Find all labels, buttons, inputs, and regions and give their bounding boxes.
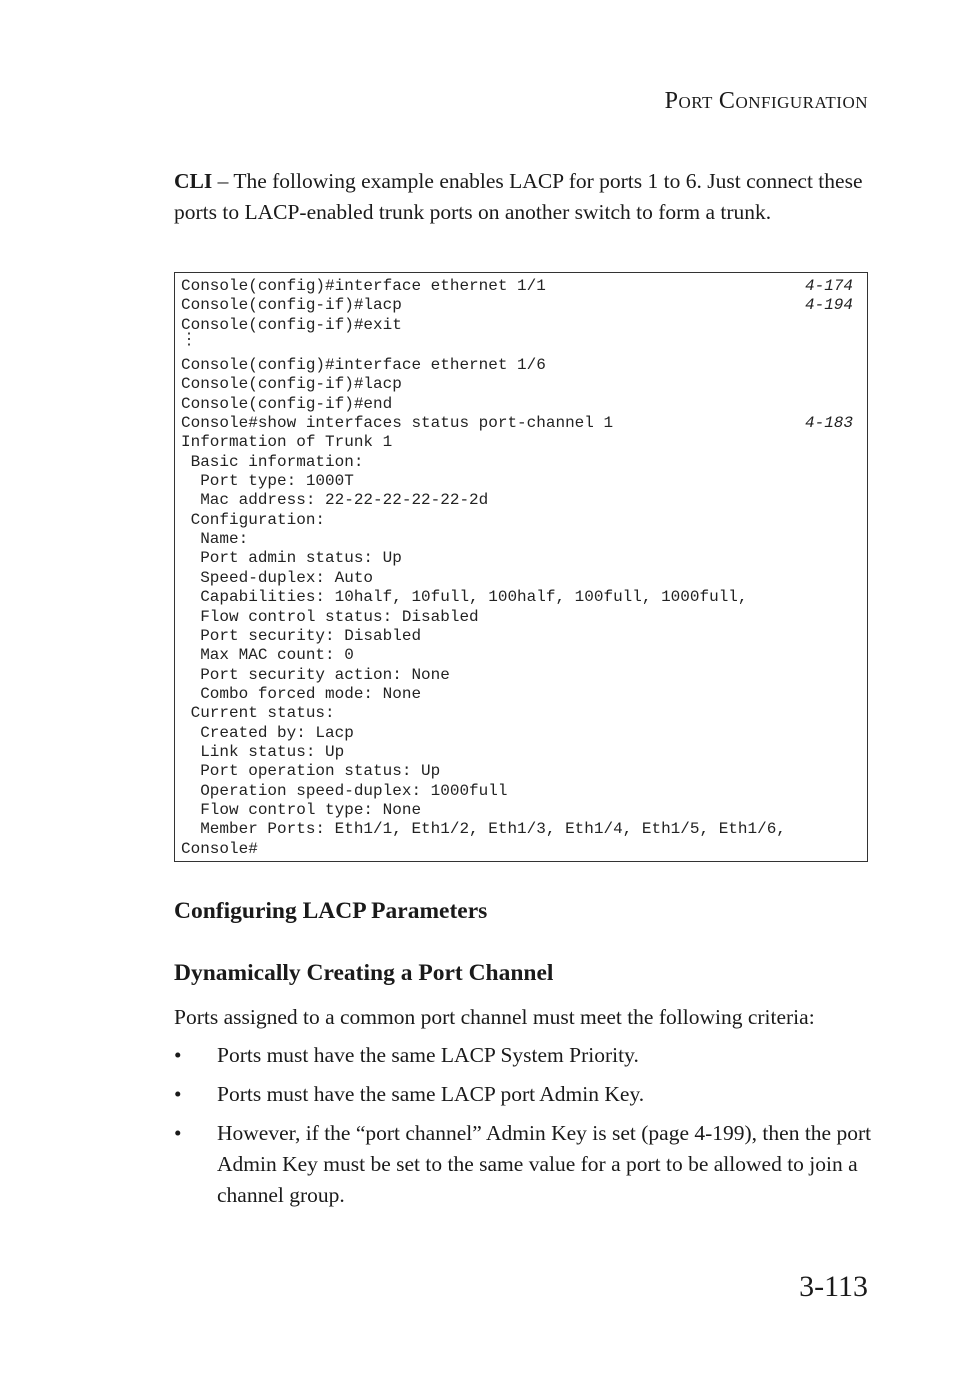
code-text: Combo forced mode: None [181,684,422,703]
code-line [181,608,853,627]
code-text: Operation speed-duplex: 1000full [181,781,508,800]
code-line [181,472,853,491]
list-item-text: However, if the “port channel” Admin Key is set (page 4-199), then the port Admin Key must be set to the same value for a port to be allowed to join a channel group. [217,1121,872,1207]
code-text: Port type: 1000T [181,472,354,491]
code-text: Console(config)#interface ethernet 1/6 [181,356,546,375]
header-p-cap: P [664,88,679,114]
code-text: Created by: Lacp [181,723,354,742]
code-line [181,296,853,315]
code-text: Console(config)#interface ethernet 1/1 [181,277,546,295]
code-line [181,820,853,839]
code-text: Max MAC count: 0 [181,646,354,665]
code-text: Link status: Up [181,742,345,761]
code-line [181,356,853,375]
code-text: Member Ports: Eth1/1, Eth1/2, Eth1/3, Eth1/4, Eth1/5, Eth1/6, [181,820,786,839]
code-line [181,685,853,704]
section-heading-port-channel: Dynamically Creating a Port Channel [174,960,554,986]
code-line [181,704,853,723]
code-line [181,588,853,607]
code-line [181,762,853,781]
code-text: Flow control type: None [181,800,422,819]
bullet-icon: • [174,1121,182,1145]
code-text: Port operation status: Up [181,762,441,781]
page-reference: 4-174 [804,277,853,295]
list-item [174,1079,874,1110]
code-line [181,433,853,452]
code-line [181,453,853,472]
code-line [181,666,853,685]
code-text: Current status: [181,704,335,723]
code-text: Console(config-if)#lacp [181,296,402,315]
code-line [181,801,853,820]
section-heading-lacp-parameters: Configuring LACP Parameters [174,898,488,924]
code-line [181,840,853,859]
intro-text: – The following example enables LACP for ports 1 to 6. Just connect these ports to LACP-enabled trunk ports on another switch to form a trunk. [174,169,863,224]
header-c-cap: C [718,88,736,114]
code-text: Flow control status: Disabled [181,607,479,626]
code-line [181,549,853,568]
code-text: Port security action: None [181,665,450,684]
code-text: Speed-duplex: Auto [181,568,374,587]
code-line [181,743,853,762]
code-line [181,782,853,801]
page-reference: 4-183 [804,414,853,433]
running-header [665,88,868,115]
code-line [181,511,853,530]
page-number: 3-113 [799,1270,868,1303]
code-line [181,724,853,743]
criteria-list [174,1040,874,1219]
code-text: ⋮ [181,331,197,350]
bullet-icon: • [174,1082,182,1106]
code-line [181,646,853,665]
list-item-text: Ports must have the same LACP port Admin Key. [217,1082,645,1106]
code-line [181,530,853,549]
intro-paragraph [174,166,874,228]
code-text: Name: [181,530,249,549]
code-text: Console#show interfaces status port-channel 1 [181,414,614,433]
code-text: Information of Trunk 1 [181,433,393,452]
code-line [181,627,853,646]
code-line [181,316,853,335]
code-text: Console# [181,839,258,858]
code-text: Console(config-if)#end [181,394,393,413]
bullet-icon: • [174,1043,182,1067]
code-text: Port admin status: Up [181,549,402,568]
code-text: Configuration: [181,510,326,529]
list-item [174,1040,874,1071]
code-line [181,569,853,588]
code-line [181,414,853,433]
criteria-paragraph: Ports assigned to a common port channel must meet the following criteria: [174,1005,815,1029]
code-text: Mac address: 22-22-22-22-22-2d [181,491,489,510]
page-reference: 4-194 [804,296,853,315]
list-item-text: Ports must have the same LACP System Priority. [217,1043,639,1067]
code-line [181,395,853,414]
header-p-rest: ORT [678,93,713,112]
code-text: Basic information: [181,452,364,471]
code-line [181,375,853,394]
code-text: Console(config-if)#exit [181,315,402,334]
header-c-rest: ONFIGURATION [735,93,868,112]
code-text: Console(config-if)#lacp [181,375,402,394]
code-line [181,277,853,296]
code-text: Capabilities: 10half, 10full, 100half, 100full, 1000full, [181,588,748,607]
code-example [174,272,868,862]
code-line [181,491,853,510]
code-line [181,331,853,356]
code-text: Port security: Disabled [181,626,422,645]
list-item [174,1118,874,1211]
intro-label: CLI [174,169,213,193]
